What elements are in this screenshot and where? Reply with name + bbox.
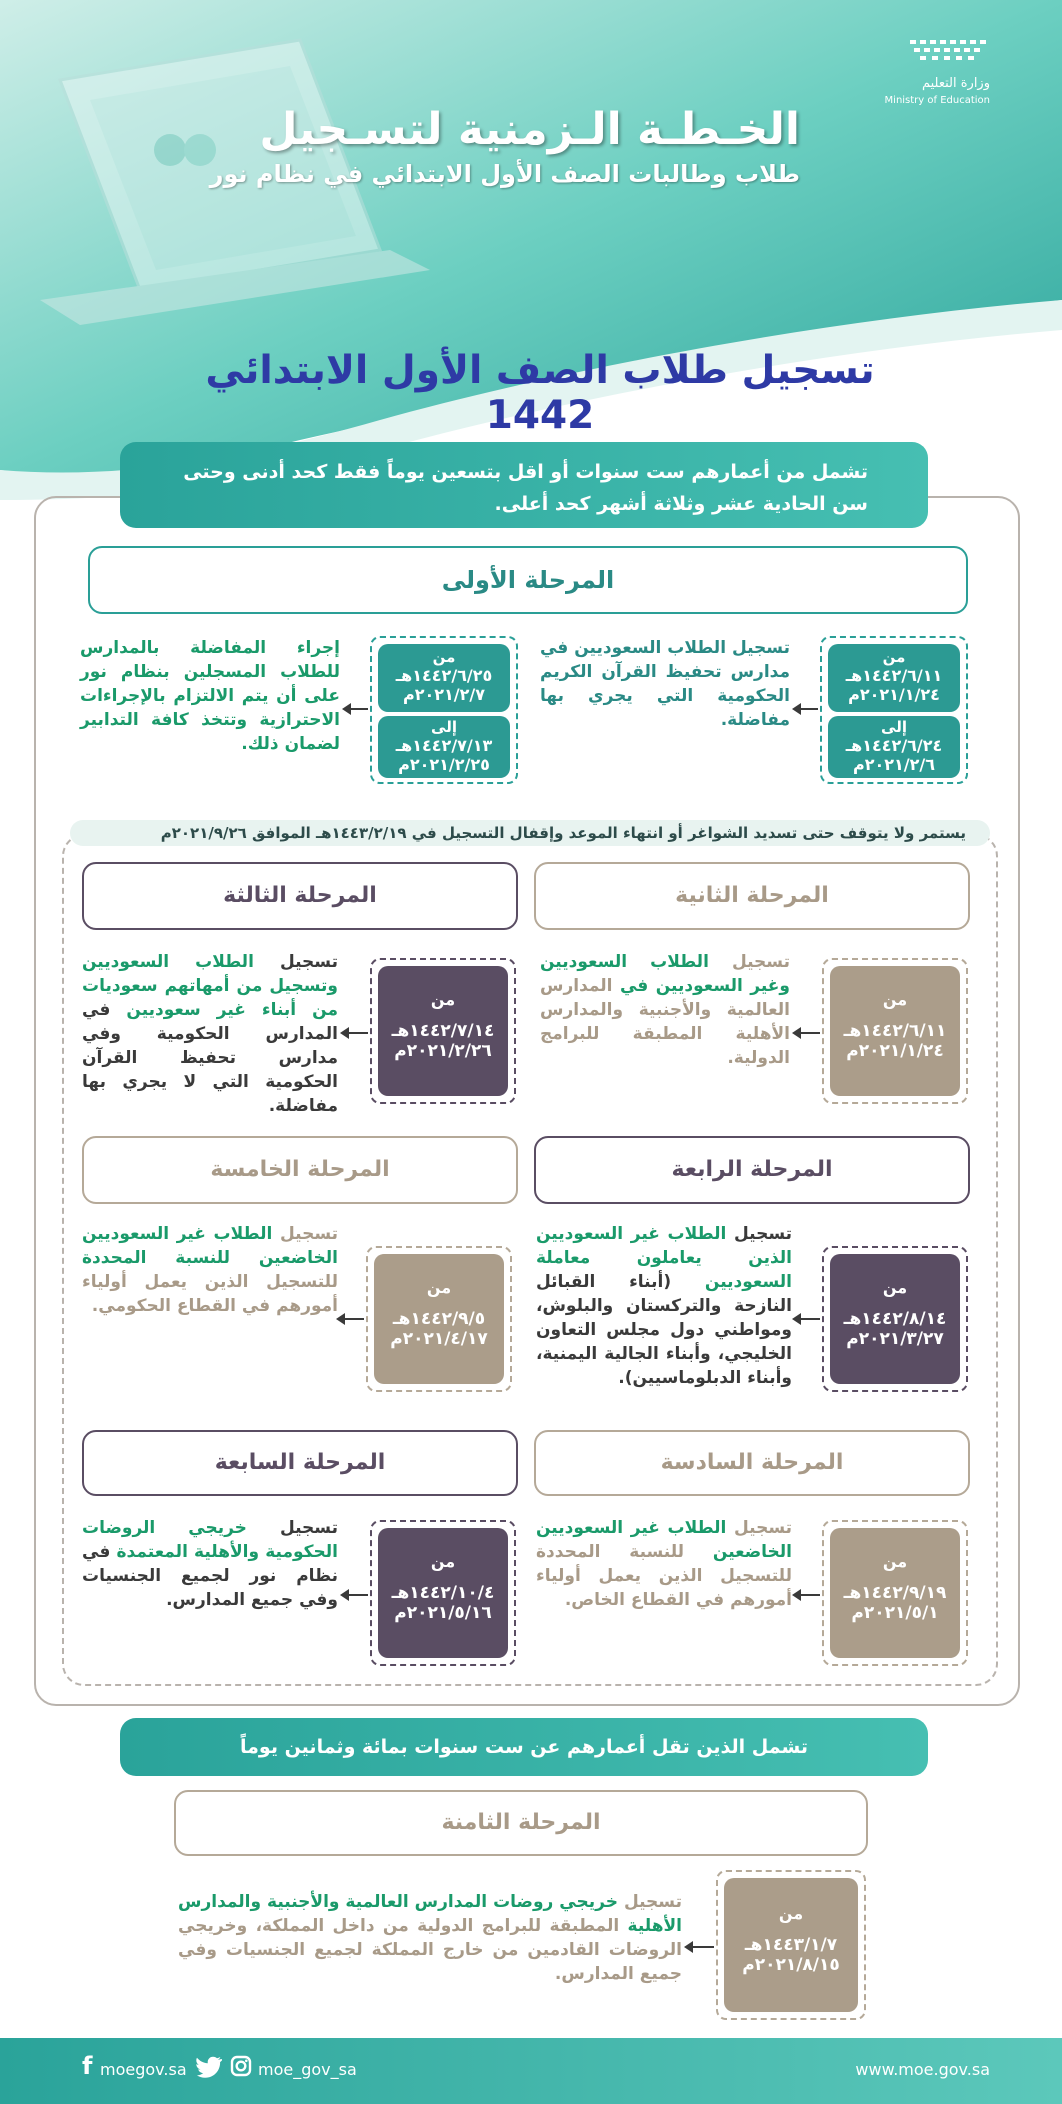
phase1-b-from-hijri: ١٤٤٢/٦/٢٥هـ [395,666,493,685]
phase4-connector [800,1318,820,1320]
phase3-date-card [370,958,516,1104]
phase2-connector [800,1032,820,1034]
phase1-from-greg: ٢٠٢١/١/٢٤م [848,685,940,704]
phase1-b-from-greg: ٢٠٢١/٢/٧م [402,685,485,704]
phase7-desc [82,1516,338,1612]
phase1-from-block [828,644,960,712]
phase1-to-hijri: ١٤٤٢/٦/٢٤هـ [845,736,943,755]
phase7-desc-highlight: خريجي الروضات الحكومية والأهلية المعتمدة [82,1518,338,1562]
phase7-date-greg: ٢٠٢١/٥/١٦م [394,1603,492,1623]
phase5-date-hijri: ١٤٤٢/٩/٥هـ [392,1309,486,1329]
phase1-b-from-block [378,644,510,712]
phase2-date-block [830,966,960,1096]
phase7-label: المرحلة السابعة [82,1430,518,1496]
phase5-connector [344,1318,364,1320]
phase1-to-greg: ٢٠٢١/٢/٦م [852,755,935,774]
phase4-from-label: من [882,1278,908,1297]
phase1-label: المرحلة الأولى [88,546,968,614]
phase2-from-label: من [882,990,908,1009]
phase2-desc [540,950,790,1070]
phase4-label: المرحلة الرابعة [534,1136,970,1204]
phase3-desc [82,950,338,1118]
twitter-icon[interactable] [196,2054,222,2078]
deadline-note: يستمر ولا يتوقف حتى تسديد الشواغر أو انتهاء الموعد وإقفال التسجيل في ١٤٤٣/٢/١٩هـ الموافق ٢٠٢١/٩/٢٦م [70,820,990,846]
phase6-date-block [830,1528,960,1658]
phase2-date-card [822,958,968,1104]
phase1-b-from-label: من [432,648,456,666]
phase2-label: المرحلة الثانية [534,862,970,930]
phase5-desc-rest: للتسجيل الذين يعمل أولياء أمورهم في القطاع الحكومي. [82,1272,338,1316]
phase1-from-label: من [882,648,906,666]
phase4-date-greg: ٢٠٢١/٣/٢٧م [846,1329,944,1349]
phase7-connector [348,1594,368,1596]
phase3-label: المرحلة الثالثة [82,862,518,930]
phase2-date-greg: ٢٠٢١/١/٢٤م [846,1041,944,1061]
facebook-icon[interactable]: f [82,2052,93,2080]
phase8-desc [178,1890,682,1986]
phase6-desc-rest: للنسبة المحددة للتسجيل الذين يعمل أولياء أمورهم في القطاع الخاص. [536,1542,792,1610]
facebook-handle[interactable]: moegov.sa [100,2060,187,2079]
phase4-desc-highlight: الطلاب غير السعوديين الذين يعاملون معاملة السعوديين [536,1224,792,1292]
phase5-desc-lead: تسجيل [279,1224,339,1244]
phase6-desc-highlight: الطلاب غير السعوديين الخاضعين [536,1518,793,1562]
phase8-desc-highlight: خريجي روضات المدارس العالمية والأجنبية والمدارس الأهلية [178,1892,682,1936]
phase4-desc-rest: (أبناء القبائل النازحة والتركستان والبلوش، ومواطني دول مجلس التعاون الخليجي، وأبناء الجالية اليمنية، وأبناء الدبلوماسيين). [536,1272,792,1388]
age-banner-line2: سن الحادية عشر وثلاثة أشهر كحد أعلى. [494,493,868,515]
phase6-label: المرحلة السادسة [534,1430,970,1496]
website-link[interactable]: www.moe.gov.sa [855,2060,990,2079]
phase7-desc-lead: تسجيل [279,1518,338,1538]
phase7-date-block [378,1528,508,1658]
phase5-from-label: من [426,1278,452,1297]
phase1-b-to-label: إلى [431,718,457,736]
phase2-desc-rest: المدارس العالمية والأجنبية والمدارس الأهلية المطبقة للبرامج الدولية. [540,976,790,1068]
phase3-desc-rest: في المدارس الحكومية وفي مدارس تحفيظ القرآن الحكومية التي لا يجري بها مفاضلة. [82,1000,338,1116]
phase1-connector-b [350,708,368,710]
phase8-from-label: من [778,1904,804,1923]
phase1-to-block [828,716,960,778]
phase6-from-label: من [882,1552,908,1571]
phase3-from-label: من [430,990,456,1009]
phase5-date-block [374,1254,504,1384]
phase8-date-card [716,1870,866,2020]
age-banner-top [120,442,928,528]
page-title: الخـطـة الـزمنية لتسـجيل [259,104,800,155]
phase8-desc-rest: المطبقة للبرامج الدولية من داخل المملكة، وخريجي الروضات القادمين من خارج المملكة لجميع الجنسيات وفي جميع المدارس. [178,1916,682,1984]
phase1-b-to-greg: ٢٠٢١/٢/٢٥م [398,755,490,774]
instagram-icon[interactable] [230,2055,252,2077]
phase2-date-hijri: ١٤٤٢/٦/١١هـ [843,1021,947,1041]
phase1-date-card-a [820,636,968,784]
phase8-date-hijri: ١٤٤٣/١/٧هـ [744,1935,838,1955]
phase7-date-hijri: ١٤٤٢/١٠/٤هـ [391,1583,495,1603]
phase4-date-block [830,1254,960,1384]
phase6-date-hijri: ١٤٤٢/٩/١٩هـ [843,1583,947,1603]
phase5-desc [82,1222,338,1318]
phase4-desc [536,1222,792,1390]
phase6-desc [536,1516,792,1612]
phase7-from-label: من [430,1552,456,1571]
phase1-desc-a: تسجيل الطلاب السعوديين في مدارس تحفيظ القرآن الكريم الحكومية التي يجري بها مفاضلة. [539,638,790,730]
phase7-desc-rest: في نظام نور لجميع الجنسيات وفي جميع المدارس. [82,1542,338,1610]
phase1-connector-a [800,708,818,710]
age-banner-bottom [120,1718,928,1776]
phase1-b-to-block [378,716,510,778]
ministry-logo [900,36,1000,66]
phase8-date-block [724,1878,858,2012]
phase6-desc-lead: تسجيل [733,1518,793,1538]
phase7-date-card [370,1520,516,1666]
phase8-date-greg: ٢٠٢١/٨/١٥م [742,1955,840,1975]
phase1-from-hijri: ١٤٤٢/٦/١١هـ [845,666,943,685]
phase1-date-card-b [370,636,518,784]
phase4-date-hijri: ١٤٤٢/٨/١٤هـ [843,1309,947,1329]
phase3-date-block [378,966,508,1096]
social-handle[interactable]: moe_gov_sa [258,2060,357,2079]
phase6-date-card [822,1520,968,1666]
phase2-desc-highlight: الطلاب السعوديين وغير السعوديين في [540,952,790,996]
phase5-date-card [366,1246,512,1392]
phase5-date-greg: ٢٠٢١/٤/١٧م [390,1329,488,1349]
phase8-desc-lead: تسجيل [623,1892,682,1912]
phase8-label: المرحلة الثامنة [174,1790,868,1856]
phase1-b-to-hijri: ١٤٤٢/٧/١٣هـ [395,736,493,755]
phase5-desc-highlight: الطلاب غير السعوديين الخاضعين للنسبة المحددة [82,1224,338,1268]
logo-text-en: Ministry of Education [884,95,990,106]
phase3-desc-highlight: الطلاب السعوديين وتسجيل من أمهاتهم سعوديات من أبناء غير سعوديين [82,952,339,1020]
phase1-to-label: إلى [881,718,907,736]
phase3-date-greg: ٢٠٢١/٢/٢٦م [394,1041,492,1061]
main-heading: تسجيل طلاب الصف الأول الابتدائي 1442 [205,348,875,438]
phase1-desc-b: إجراء المفاضلة بالمدارس للطلاب المسجلين بنظام نور على أن يتم الالتزام بالإجراءات الاحترازية وتتخذ كافة التدابير لضمان ذلك. [80,638,340,754]
logo-text-ar: وزارة التعليم [921,76,990,91]
phase5-label: المرحلة الخامسة [82,1136,518,1204]
phase6-connector [800,1594,820,1596]
phase3-desc-lead: تسجيل [279,952,338,972]
phase2-desc-lead: تسجيل [731,952,790,972]
phase3-connector [348,1032,368,1034]
phase8-connector [692,1946,714,1948]
phase3-date-hijri: ١٤٤٢/٧/١٤هـ [391,1021,495,1041]
phase6-date-greg: ٢٠٢١/٥/١م [851,1603,939,1623]
age-banner-bottom-text: تشمل الذين تقل أعمارهم عن ست سنوات بمائة وثمانين يوماً [240,1736,808,1758]
page-subtitle: طلاب وطالبات الصف الأول الابتدائي في نظام نور [209,160,800,188]
phase4-date-card [822,1246,968,1392]
age-banner-line1: تشمل من أعمارهم ست سنوات أو اقل بتسعين يوماً فقط كحد أدنى وحتى [183,461,868,483]
phase4-desc-lead: تسجيل [733,1224,793,1244]
